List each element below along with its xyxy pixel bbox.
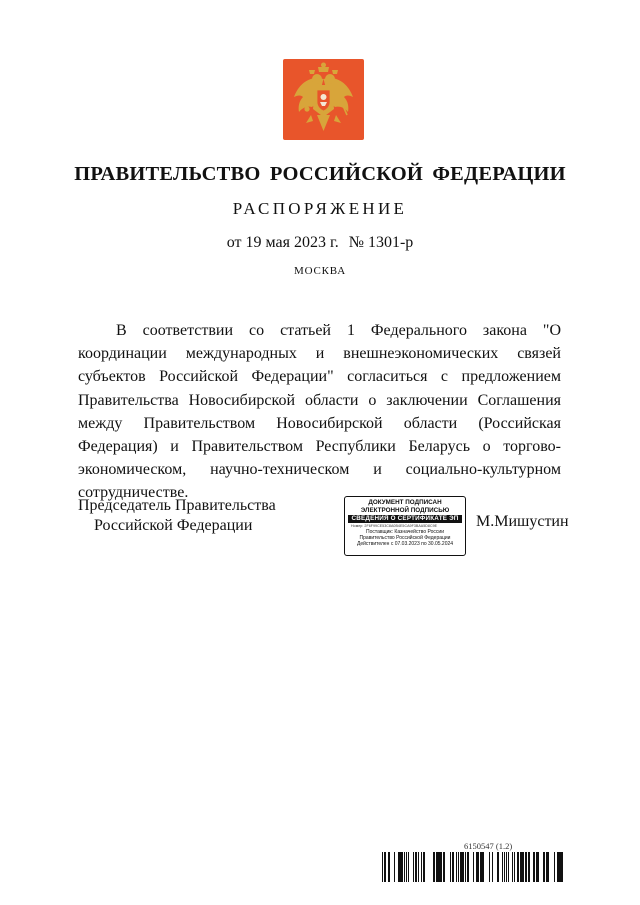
signer-position-line2: Российской Федерации	[94, 517, 253, 534]
document-number: № 1301-р	[348, 234, 414, 251]
stamp-owner: Правительство Российской Федерации	[359, 534, 451, 541]
signer-position-line1: Председатель Правительства	[78, 497, 276, 514]
stamp-line2: ЭЛЕКТРОННОЙ ПОДПИСЬЮ	[360, 506, 450, 514]
signer-name: М.Мишустин	[476, 513, 569, 530]
document-type: РАСПОРЯЖЕНИЕ	[232, 199, 408, 218]
stamp-validity: Действителен с 07.03.2023 по 30.05.2024	[356, 541, 454, 548]
barcode	[382, 852, 564, 882]
electronic-signature-stamp	[344, 496, 466, 556]
document-date: от 19 мая 2023 г.	[226, 234, 339, 251]
stamp-supplier: Поставщик: Казначейство России	[365, 528, 444, 535]
stamp-line1: ДОКУМЕНТ ПОДПИСАН	[368, 499, 442, 506]
order-body-text: В соответствии со статьей 1 Федерального закона "О координации международных и внешнеэкономических связей субъектов Российской Федерации" согласиться с предложением Правительства Новосибирской области о заключении Соглашения между Правительством Новосибирской области (Российская Федерация) и Правительством Республики Беларусь о торгово-экономическом, научно-техническом и социально-культурном сотрудничестве.	[78, 322, 561, 502]
stamp-certificate-header: СВЕДЕНИЯ О СЕРТИФИКАТЕ ЭП	[348, 515, 462, 523]
government-title: ПРАВИТЕЛЬСТВО РОССИЙСКОЙ ФЕДЕРАЦИИ	[74, 163, 566, 185]
document-date-line	[0, 234, 640, 252]
signer-position	[78, 496, 288, 536]
document-code: 6150547 (1.2)	[464, 841, 513, 851]
document-city: МОСКВА	[294, 265, 346, 277]
stamp-certificate-number: Номер: 2F6F99CE53C8A0B4E5CA9F3BAA5D8C9E	[351, 523, 438, 528]
coat-of-arms-emblem	[281, 57, 366, 142]
